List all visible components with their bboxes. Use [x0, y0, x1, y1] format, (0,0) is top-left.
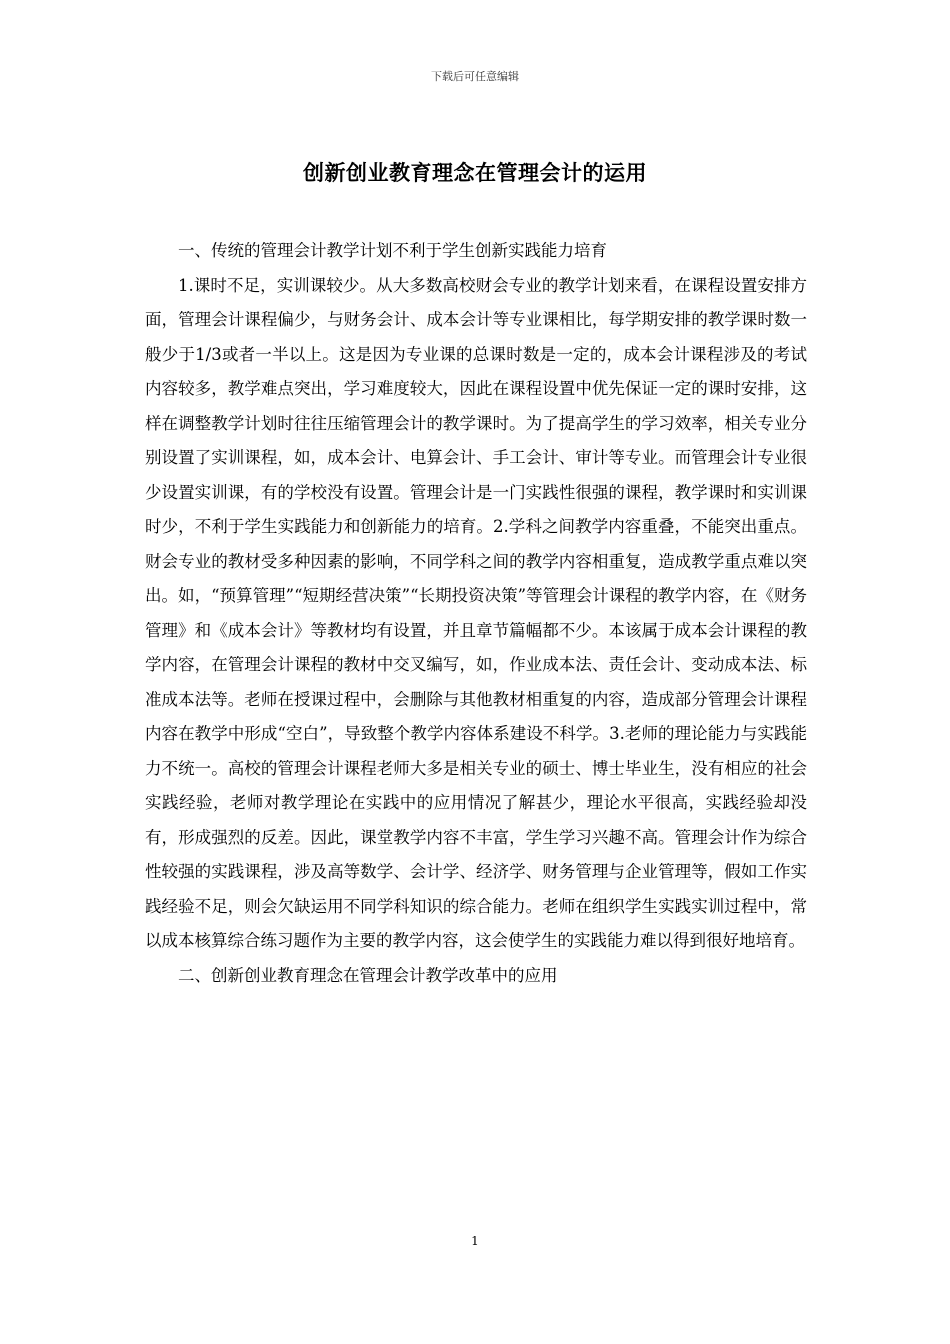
- document-title: 创新创业教育理念在管理会计的运用: [303, 160, 647, 185]
- section-heading-2: 二、创新创业教育理念在管理会计教学改革中的应用: [178, 965, 558, 985]
- page-header: 下载后可任意编辑: [431, 70, 519, 83]
- document-body: [145, 234, 807, 993]
- section-heading-1: 一、传统的管理会计教学计划不利于学生创新实践能力培育: [178, 241, 607, 260]
- page-number: 1: [471, 1234, 479, 1248]
- body-paragraph: 1.课时不足，实训课较少。从大多数高校财会专业的教学计划来看，在课程设置安排方面，管理会计课程偏少，与财务会计、成本会计等专业课相比，每学期安排的教学课时数一般少于1/3或者一半以上。这是因为专业课的总课时数是一定的，成本会计课程涉及的考试内容较多，教学难点突出，学习难度较大，因此在课程设置中优先保证一定的课时安排，这样在调整教学计划时往往压缩管理会计的教学课时。为了提高学生的学习效率，相关专业分别设置了实训课程，如，成本会计、电算会计、手工会计、审计等专业。而管理会计专业很少设置实训课，有的学校没有设置。管理会计是一门实践性很强的课程，教学课时和实训课时少，不利于学生实践能力和创新能力的培育。2.学科之间教学内容重叠，不能突出重点。财会专业的教材受多种因素的影响，不同学科之间的教学内容相重复，造成教学重点难以突出。如，“预算管理”“短期经营决策”“长期投资决策”等管理会计课程的教学内容，在《财务管理》和《成本会计》等教材均有设置，并且章节篇幅都不少。本该属于成本会计课程的教学内容，在管理会计课程的教材中交叉编写，如，作业成本法、责任会计、变动成本法、标准成本法等。老师在授课过程中，会删除与其他教材相重复的内容，造成部分管理会计课程内容在教学中形成“空白”，导致整个教学内容体系建设不科学。3.老师的理论能力与实践能力不统一。高校的管理会计课程老师大多是相关专业的硕士、博士毕业生，没有相应的社会实践经验，老师对教学理论在实践中的应用情况了解甚少，理论水平很高，实践经验却没有，形成强烈的反差。因此，课堂教学内容不丰富，学生学习兴趣不高。管理会计作为综合性较强的实践课程，涉及高等数学、会计学、经济学、财务管理与企业管理等，假如工作实践经验不足，则会欠缺运用不同学科知识的综合能力。老师在组织学生实践实训过程中，常以成本核算综合练习题作为主要的教学内容，这会使学生的实践能力难以得到很好地培育。: [145, 275, 807, 950]
